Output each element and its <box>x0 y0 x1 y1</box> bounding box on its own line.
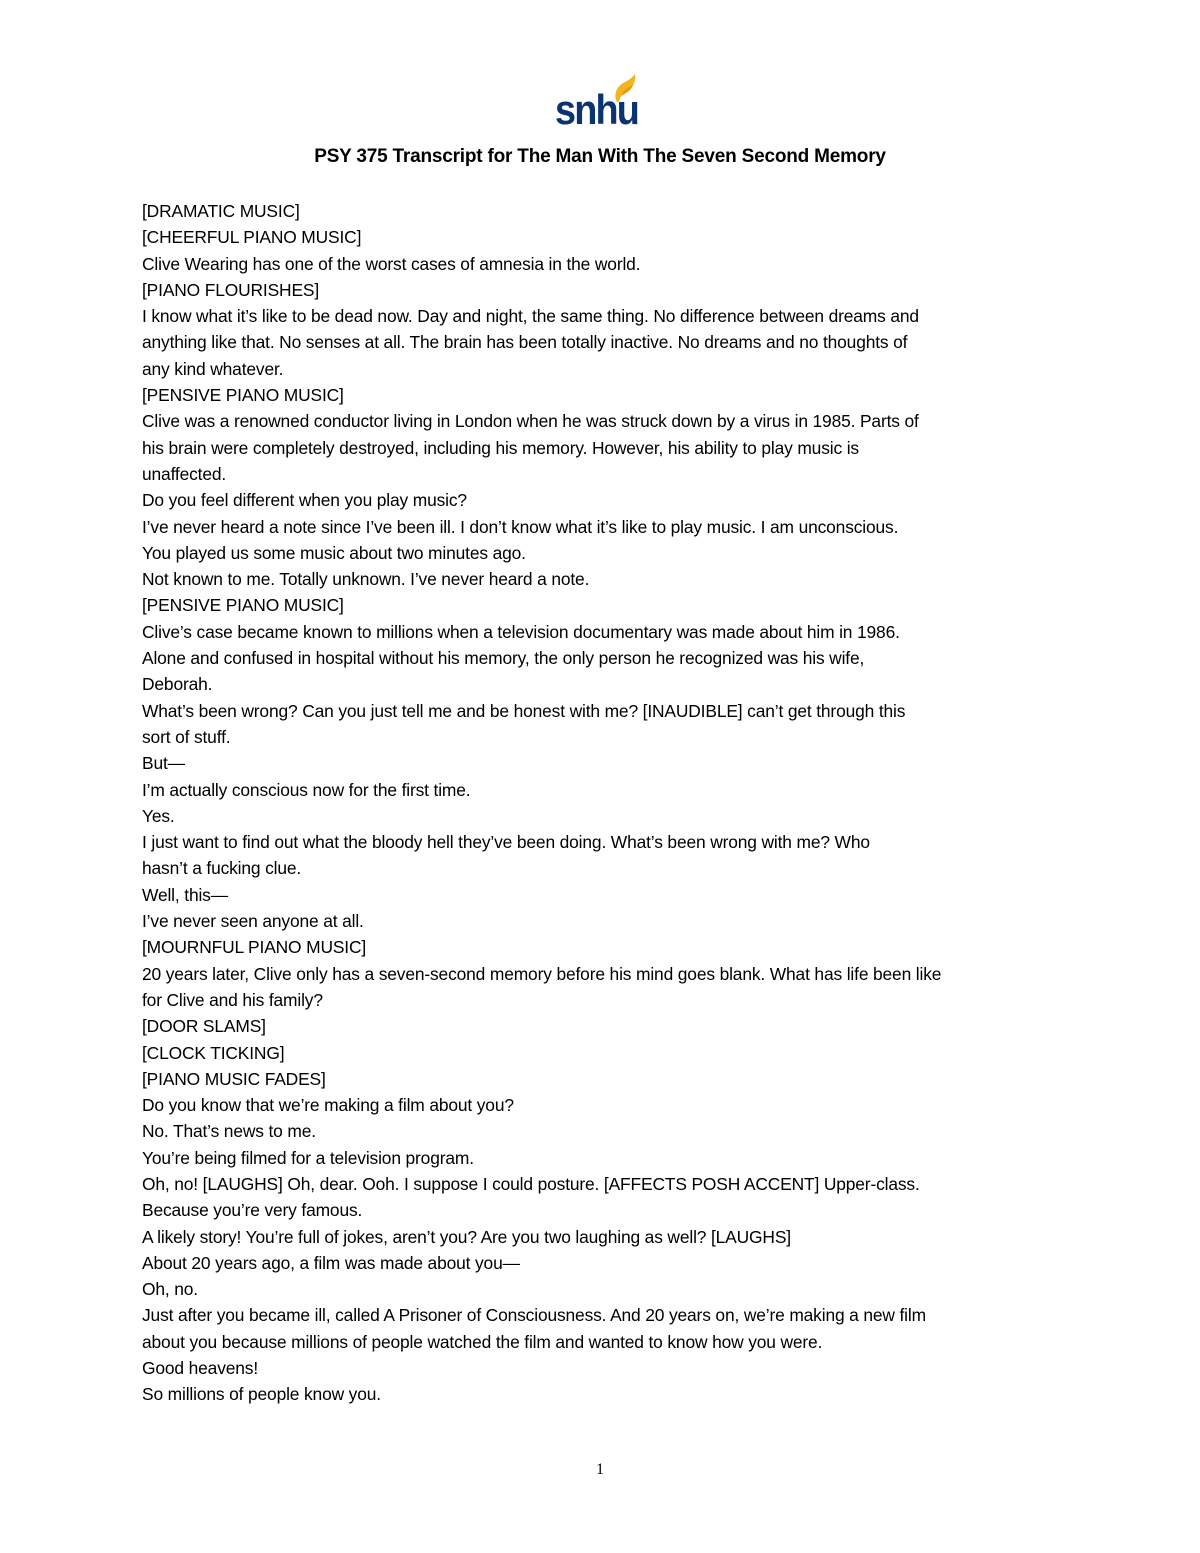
transcript-line: sort of stuff. <box>142 726 231 747</box>
transcript-line: any kind whatever. <box>142 358 284 379</box>
transcript-line: I’ve never heard a note since I’ve been ill. I don’t know what it’s like to play music. I am unconscious. <box>142 516 899 537</box>
snhu-logo <box>555 74 639 132</box>
transcript-line: Clive Wearing has one of the worst cases of amnesia in the world. <box>142 253 641 274</box>
transcript-line: [DOOR SLAMS] <box>142 1016 266 1037</box>
page-number: 1 <box>596 1461 604 1478</box>
transcript-line: I just want to find out what the bloody hell they’ve been doing. What’s been wrong with me? Who <box>142 832 870 853</box>
transcript-line: Yes. <box>142 805 175 826</box>
transcript-line: about you because millions of people watched the film and wanted to know how you were. <box>142 1331 823 1352</box>
transcript-line: About 20 years ago, a film was made about you— <box>142 1252 520 1273</box>
transcript-line: Because you’re very famous. <box>142 1200 363 1221</box>
transcript-line: I know what it’s like to be dead now. Day and night, the same thing. No difference between dreams and <box>142 306 919 327</box>
transcript-line: What’s been wrong? Can you just tell me and be honest with me? [INAUDIBLE] can’t get through this <box>142 700 906 721</box>
transcript-line: his brain were completely destroyed, including his memory. However, his ability to play music is <box>142 437 859 458</box>
transcript-line: Do you feel different when you play music? <box>142 490 467 511</box>
transcript-line: Clive’s case became known to millions when a television documentary was made about him in 1986. <box>142 621 900 642</box>
transcript-line: A likely story! You’re full of jokes, aren’t you? Are you two laughing as well? [LAUGHS] <box>142 1226 791 1247</box>
transcript-line: Good heavens! <box>142 1358 259 1379</box>
transcript-line: [MOURNFUL PIANO MUSIC] <box>142 937 367 958</box>
transcript-line: [CHEERFUL PIANO MUSIC] <box>142 227 362 248</box>
transcript-line: [PIANO MUSIC FADES] <box>142 1068 326 1089</box>
transcript-line: Not known to me. Totally unknown. I’ve never heard a note. <box>142 569 590 590</box>
transcript-line: [PIANO FLOURISHES] <box>142 279 320 300</box>
transcript-line: Oh, no. <box>142 1279 198 1300</box>
transcript-line: anything like that. No senses at all. The brain has been totally inactive. No dreams and no thoughts of <box>142 332 908 353</box>
transcript-line: 20 years later, Clive only has a seven-second memory before his mind goes blank. What has life been like <box>142 963 942 984</box>
transcript-line: unaffected. <box>142 463 227 484</box>
transcript-line: I’ve never seen anyone at all. <box>142 911 364 932</box>
transcript-line: I’m actually conscious now for the first time. <box>142 779 471 800</box>
transcript-line: Oh, no! [LAUGHS] Oh, dear. Ooh. I suppose I could posture. [AFFECTS POSH ACCENT] Upper-class. <box>142 1173 920 1194</box>
transcript-line: You played us some music about two minutes ago. <box>142 542 526 563</box>
transcript-line: Alone and confused in hospital without his memory, the only person he recognized was his wife, <box>142 648 865 669</box>
transcript-line: Clive was a renowned conductor living in London when he was struck down by a virus in 1985. Parts of <box>142 411 919 432</box>
transcript-line: [PENSIVE PIANO MUSIC] <box>142 385 344 406</box>
transcript-line: Just after you became ill, called A Prisoner of Consciousness. And 20 years on, we’re making a new film <box>142 1305 926 1326</box>
transcript-line: [PENSIVE PIANO MUSIC] <box>142 595 344 616</box>
transcript-body <box>142 198 1062 1408</box>
transcript-line: [DRAMATIC MUSIC] <box>142 201 300 221</box>
logo-wordmark: snhu <box>555 86 639 133</box>
transcript-line: Do you know that we’re making a film about you? <box>142 1095 514 1116</box>
transcript-line: So millions of people know you. <box>142 1384 381 1405</box>
transcript-line: Well, this— <box>142 884 228 905</box>
transcript-line: hasn’t a fucking clue. <box>142 858 302 879</box>
transcript-line: [CLOCK TICKING] <box>142 1042 285 1063</box>
transcript-line: But— <box>142 753 185 774</box>
transcript-line: Deborah. <box>142 674 213 695</box>
document-title: PSY 375 Transcript for The Man With The Seven Second Memory <box>314 146 886 167</box>
transcript-line: for Clive and his family? <box>142 989 323 1010</box>
transcript-line: No. That’s news to me. <box>142 1121 316 1142</box>
transcript-line: You’re being filmed for a television program. <box>142 1147 474 1168</box>
